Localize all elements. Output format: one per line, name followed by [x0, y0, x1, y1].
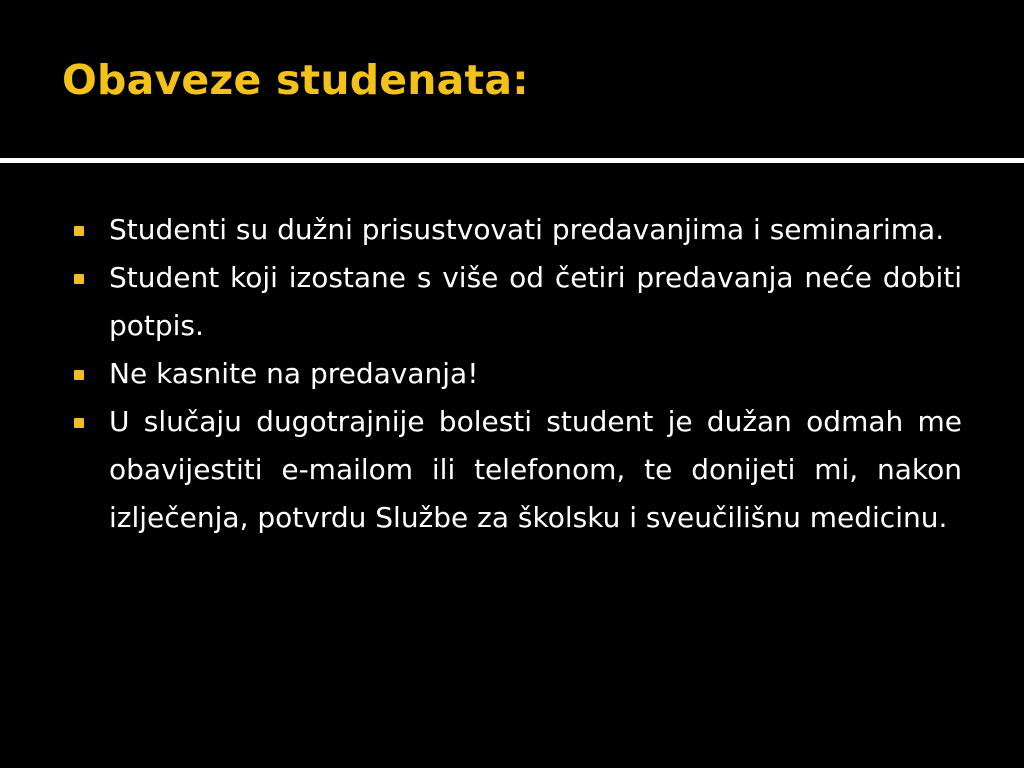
bullet-item — [72, 254, 962, 350]
square-bullet-icon — [74, 274, 84, 284]
bullet-item — [72, 350, 962, 398]
bullet-item — [72, 206, 962, 254]
bullet-text: Ne kasnite na predavanja! — [109, 357, 479, 390]
bullet-item — [72, 398, 962, 542]
bullet-text: Student koji izostane s više od četiri predavanja neće dobiti potpis. — [109, 261, 962, 342]
bullet-list — [72, 206, 962, 542]
slide-title: Obaveze studenata: — [62, 56, 529, 104]
title-divider — [0, 158, 1024, 163]
bullet-text: Studenti su dužni prisustvovati predavanjima i seminarima. — [109, 213, 945, 246]
square-bullet-icon — [74, 418, 84, 428]
square-bullet-icon — [74, 226, 84, 236]
bullet-text: U slučaju dugotrajnije bolesti student je dužan odmah me obavijestiti e-mailom ili telefonom, te donijeti mi, nakon izlječenja, potvrdu Službe za školsku i sveučilišnu medicinu. — [109, 405, 962, 534]
square-bullet-icon — [74, 370, 84, 380]
